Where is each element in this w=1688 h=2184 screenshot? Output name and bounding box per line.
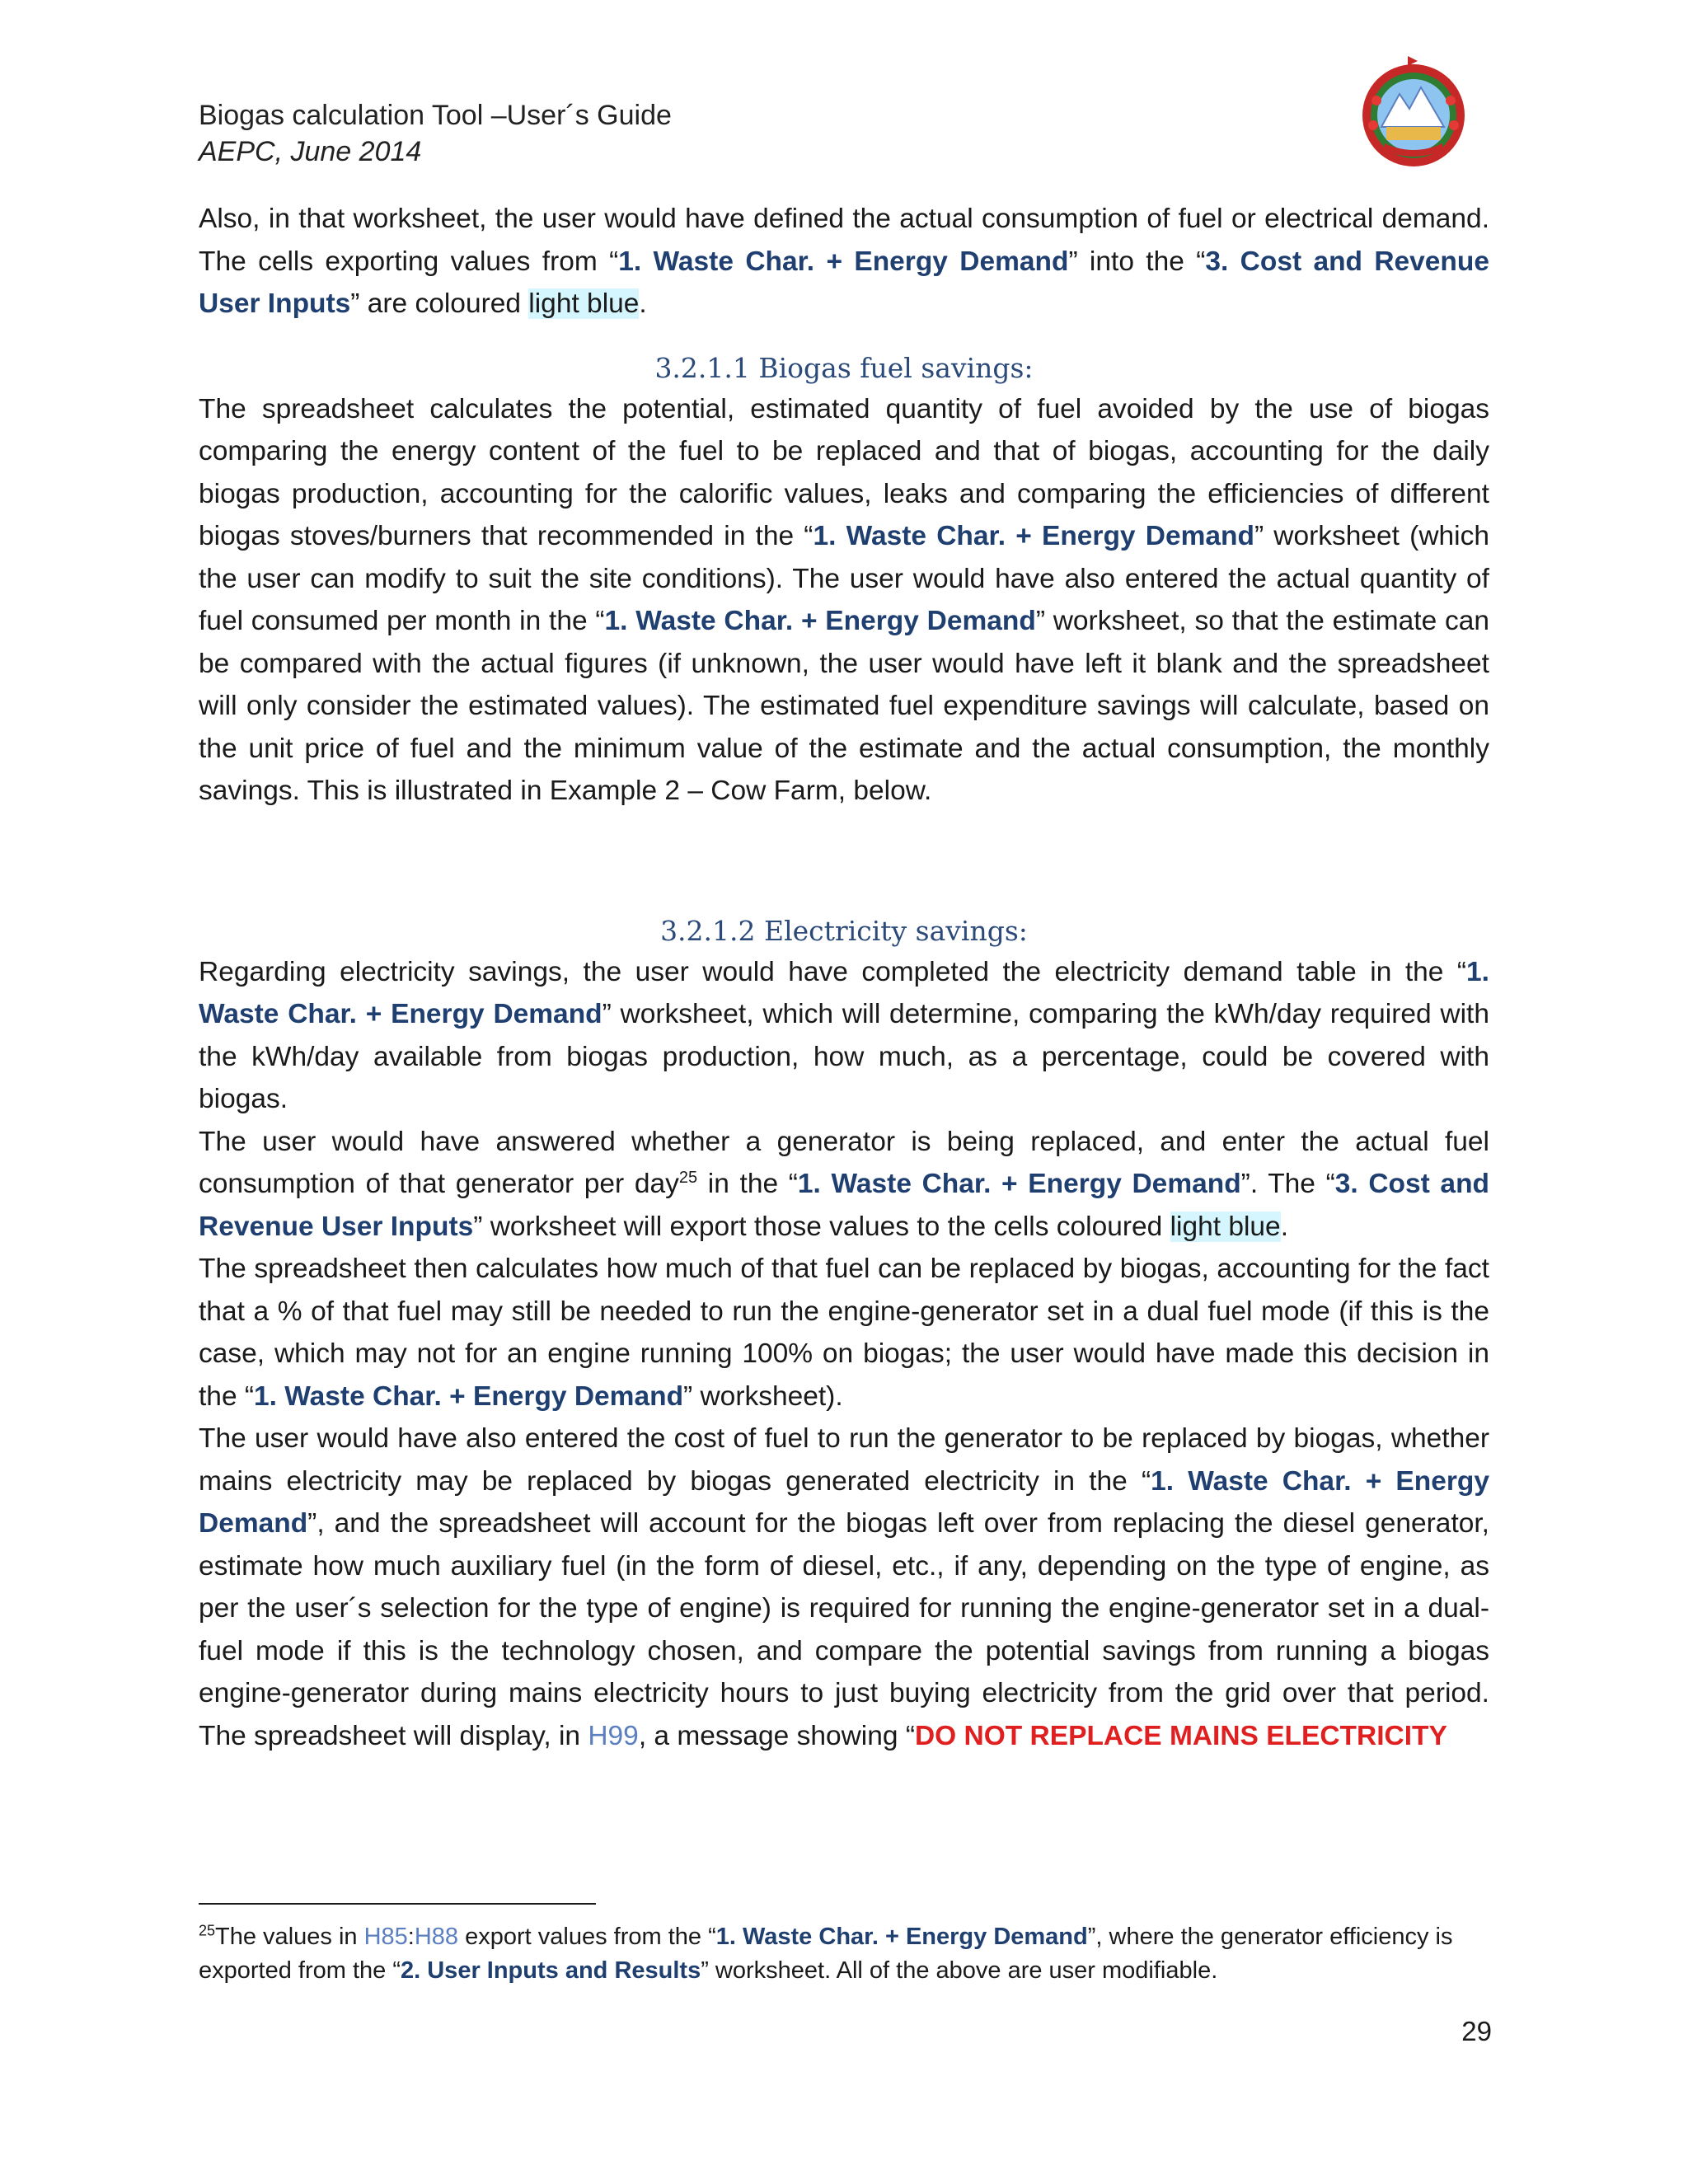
- electricity-paragraph-4: [199, 1418, 1489, 1757]
- cell-reference: H99: [588, 1720, 639, 1751]
- text-run: The spreadsheet then calculates how much of that fuel can be replaced by biogas, accounting for the fact that a % of that fuel may still be needed to run the engine-generator set in a dual fuel mode (if this is the case, which may not for an engine running 100% on biogas; the user would have made this decision in the “: [199, 1254, 1489, 1412]
- text-run: The values in: [215, 1924, 364, 1950]
- footnote-number: 25: [199, 1922, 216, 1939]
- text-run: The user would have answered whether a generator is being replaced, and enter the actual fuel consumption of that generator per day: [199, 1126, 1489, 1199]
- text-run: in the “: [697, 1169, 798, 1199]
- text-run: Regarding electricity savings, the user would have completed the electricity demand table in the “: [199, 956, 1467, 987]
- page-number: 29: [1461, 2016, 1492, 2046]
- section-heading-biogas-fuel-savings: 3.2.1.1 Biogas fuel savings:: [654, 351, 1034, 384]
- worksheet-reference: 3. Cost and Revenue User Inputs: [199, 1169, 1489, 1242]
- electricity-paragraph-3: [199, 1248, 1489, 1418]
- text-run: Also, in that worksheet, the user would have defined the actual consumption of fuel or electrical demand. The cells exporting values from “: [199, 204, 1489, 277]
- page-content: [199, 198, 1489, 1757]
- text-run: export values from the “: [458, 1924, 716, 1950]
- electricity-paragraph-1: [199, 951, 1489, 1121]
- text-run: ”, where the generator efficiency is exported from the “: [199, 1924, 1453, 1984]
- electricity-paragraph-2: [199, 1121, 1489, 1249]
- text-run: ” worksheet, which will determine, comparing the kWh/day required with the kWh/day available from biogas production, how much, as a percentage, could be covered with biogas.: [199, 999, 1489, 1114]
- worksheet-reference: 1. Waste Char. + Energy Demand: [199, 956, 1489, 1029]
- text-run: ” into the “: [1068, 246, 1206, 277]
- worksheet-reference: 1. Waste Char. + Energy Demand: [813, 521, 1254, 551]
- text-run: .: [1280, 1211, 1289, 1242]
- warning-message: DO NOT REPLACE MAINS ELECTRICITY: [914, 1720, 1447, 1751]
- text-run: ” worksheet (which the user can modify to suit the site conditions). The user would have also entered the actual quantity of fuel consumed per month in the “: [199, 521, 1489, 636]
- page-header: [199, 97, 672, 170]
- text-run: ” worksheet, so that the estimate can be compared with the actual figures (if unknown, the user would have left it blank and the spreadsheet will only consider the estimated values). The estimated fuel expenditure savings will calculate, based on the unit price of fuel and the minimum value of the estimate and the actual consumption, the monthly savings. This is illustrated in Example 2 – Cow Farm, below.: [199, 606, 1490, 806]
- text-run: The user would have also entered the cost of fuel to run the generator to be replaced by biogas, whether mains electricity may be replaced by biogas generated electricity in the “: [199, 1423, 1489, 1497]
- worksheet-reference: 1. Waste Char. + Energy Demand: [797, 1169, 1241, 1199]
- worksheet-reference: 1. Waste Char. + Energy Demand: [199, 1465, 1490, 1539]
- worksheet-reference: 1. Waste Char. + Energy Demand: [715, 1924, 1088, 1950]
- worksheet-reference: 1. Waste Char. + Energy Demand: [604, 606, 1036, 636]
- text-run: ”. The “: [1240, 1169, 1335, 1199]
- highlighted-text: light blue: [528, 288, 640, 319]
- worksheet-reference: 1. Waste Char. + Energy Demand: [254, 1380, 684, 1412]
- footnote-marker[interactable]: 25: [678, 1168, 698, 1187]
- nepal-emblem-icon: [1352, 51, 1475, 175]
- text-run: , a message showing “: [638, 1720, 915, 1751]
- biogas-fuel-savings-paragraph: [199, 388, 1489, 813]
- cell-reference: H85: [363, 1924, 408, 1950]
- intro-paragraph: [199, 198, 1489, 326]
- worksheet-reference: 3. Cost and Revenue User Inputs: [199, 246, 1489, 319]
- text-run: .: [639, 288, 647, 319]
- text-run: ” worksheet will export those values to the cells coloured: [473, 1211, 1170, 1242]
- worksheet-reference: 1. Waste Char. + Energy Demand: [618, 246, 1069, 277]
- worksheet-reference: 2. User Inputs and Results: [401, 1957, 701, 1984]
- text-run: ”, and the spreadsheet will account for the biogas left over from replacing the diesel generator, estimate how much auxiliary fuel (in the form of diesel, etc., if any, depending on the type of engine, as per the user´s selection for the type of engine) is required for running the engine-generator set in a dual-fuel mode if this is the technology chosen, and compare the potential savings from running a biogas engine-generator during mains electricity hours to just buying electricity from the grid over that period. The spreadsheet will display, in: [199, 1508, 1489, 1751]
- footnote: [199, 1920, 1489, 1988]
- cell-reference: H88: [414, 1924, 459, 1950]
- text-run: The spreadsheet calculates the potential, estimated quantity of fuel avoided by the use of biogas comparing the energy content of the fuel to be replaced and that of biogas, accounting for the daily biogas production, accounting for the calorific values, leaks and comparing the efficiencies of different biogas stoves/burners that recommended in the “: [199, 393, 1489, 551]
- header-title: Biogas calculation Tool –User´s Guide: [199, 100, 672, 131]
- footnote-divider: [199, 1903, 596, 1905]
- highlighted-text: light blue: [1170, 1211, 1281, 1242]
- text-run: ” worksheet. All of the above are user modifiable.: [701, 1957, 1218, 1984]
- text-run: :: [407, 1924, 415, 1950]
- section-heading-electricity-savings: 3.2.1.2 Electricity savings:: [660, 914, 1028, 947]
- text-run: ” are coloured: [350, 288, 529, 319]
- text-run: ” worksheet).: [683, 1380, 843, 1412]
- header-subtitle: AEPC, June 2014: [199, 136, 422, 167]
